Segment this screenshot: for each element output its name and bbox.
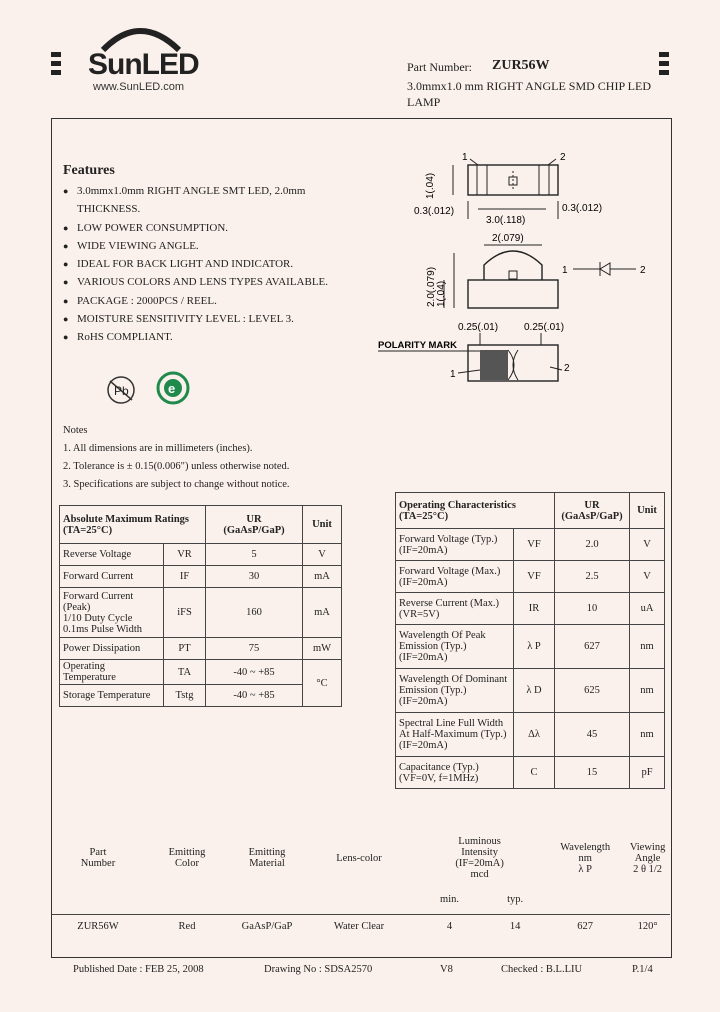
bottom-pin1: 1 bbox=[450, 369, 456, 380]
feature-item: ● 3.0mmx1.0mm RIGHT ANGLE SMT LED, 2.0mm THICKNESS. bbox=[63, 182, 363, 219]
table-row bbox=[60, 588, 342, 638]
table-row bbox=[396, 713, 665, 757]
value-cell: 627 bbox=[555, 625, 630, 669]
symbol-cell: VR bbox=[164, 544, 206, 566]
param-cell: Wavelength Of Peak Emission (Typ.) (IF=20mA) bbox=[396, 625, 514, 669]
symbol-cell: IR bbox=[514, 593, 555, 625]
param-cell: Wavelength Of Dominant Emission (Typ.) (IF=20mA) bbox=[396, 669, 514, 713]
op-header-title: Operating Characteristics (TA=25°C) bbox=[396, 493, 555, 529]
table-row bbox=[60, 638, 342, 660]
unit-cell: nm bbox=[630, 625, 665, 669]
brand-logo-text: SunLED bbox=[88, 48, 199, 81]
param-cell: Capacitance (Typ.) (VF=0V, f=1MHz) bbox=[396, 757, 514, 789]
package-drawing bbox=[370, 145, 670, 385]
feature-item: ● LOW POWER CONSUMPTION. bbox=[63, 219, 363, 237]
header-lens-color: Lens-color bbox=[336, 852, 382, 864]
param-cell: Reverse Voltage bbox=[60, 544, 164, 566]
row-material: GaAsP/GaP bbox=[241, 920, 293, 932]
value-cell: 5 bbox=[206, 544, 303, 566]
value-cell: -40 ~ +85 bbox=[206, 685, 303, 707]
feature-item: ● VARIOUS COLORS AND LENS TYPES AVAILABLE. bbox=[63, 273, 363, 291]
abs-header-unit: Unit bbox=[303, 506, 342, 544]
unit-cell: nm bbox=[630, 713, 665, 757]
row-lens: Water Clear bbox=[333, 920, 385, 932]
bottom-pin2: 2 bbox=[564, 363, 570, 374]
notes-title: Notes bbox=[63, 425, 88, 436]
op-header-unit: Unit bbox=[630, 493, 665, 529]
param-cell: Reverse Current (Max.) (VR=5V) bbox=[396, 593, 514, 625]
header-viewing-angle: Viewing Angle 2 θ 1/2 bbox=[629, 841, 666, 875]
symbol-cell: PT bbox=[164, 638, 206, 660]
abs-header-ur: UR (GaAsP/GaP) bbox=[206, 506, 303, 544]
symbol-cell: iFS bbox=[164, 588, 206, 638]
pin2-label: 2 bbox=[560, 152, 566, 163]
value-cell: 45 bbox=[555, 713, 630, 757]
dim-length: 3.0(.118) bbox=[486, 215, 526, 226]
part-number-value: ZUR56W bbox=[492, 58, 550, 73]
feature-item: ● MOISTURE SENSITIVITY LEVEL : LEVEL 3. bbox=[63, 310, 363, 328]
description-line-1: 3.0mmx1.0 mm RIGHT ANGLE SMD CHIP LED bbox=[407, 79, 652, 93]
param-cell: Spectral Line Full Width At Half-Maximum (Typ.) (IF=20mA) bbox=[396, 713, 514, 757]
header-typ: typ. bbox=[507, 894, 524, 906]
value-cell: 160 bbox=[206, 588, 303, 638]
published-date: Published Date : FEB 25, 2008 bbox=[73, 964, 204, 975]
symbol-cell: λ D bbox=[514, 669, 555, 713]
symbol-cell: Δλ bbox=[514, 713, 555, 757]
absolute-max-ratings-table bbox=[59, 505, 342, 707]
feature-item: ● WIDE VIEWING ANGLE. bbox=[63, 237, 363, 255]
table-row bbox=[396, 625, 665, 669]
polarity-mark-label: POLARITY MARK bbox=[378, 340, 457, 351]
header-emitting-color: Emitting Color bbox=[168, 847, 206, 869]
header-emitting-material: Emitting Material bbox=[248, 847, 286, 869]
diode-pin1: 1 bbox=[562, 265, 568, 276]
table-row bbox=[396, 593, 665, 625]
feature-item: ● PACKAGE : 2000PCS / REEL. bbox=[63, 292, 363, 310]
right-marker-bottom bbox=[659, 70, 669, 75]
description-line-2: LAMP bbox=[407, 95, 441, 109]
note-item: 2. Tolerance is ± 0.15(0.006") unless otherwise noted. bbox=[63, 461, 290, 472]
dim-right-pad: 0.3(.012) bbox=[562, 203, 603, 214]
operating-characteristics-table bbox=[395, 492, 665, 789]
unit-cell: nm bbox=[630, 669, 665, 713]
unit-cell: mA bbox=[303, 588, 342, 638]
symbol-cell: IF bbox=[164, 566, 206, 588]
features-title: Features bbox=[63, 163, 115, 178]
pin1-label: 1 bbox=[462, 152, 468, 163]
right-marker-mid bbox=[659, 61, 669, 66]
brand-url: www.SunLED.com bbox=[93, 81, 185, 93]
symbol-cell: C bbox=[514, 757, 555, 789]
value-cell: -40 ~ +85 bbox=[206, 660, 303, 685]
op-header-ur: UR (GaAsP/GaP) bbox=[555, 493, 630, 529]
param-cell: Storage Temperature bbox=[60, 685, 164, 707]
header-part: Part Number bbox=[80, 847, 116, 869]
checked-by: Checked : B.L.LIU bbox=[501, 964, 583, 975]
left-marker-bottom bbox=[51, 70, 61, 75]
param-cell: Operating Temperature bbox=[60, 660, 164, 685]
dim-left-pad: 0.3(.012) bbox=[414, 206, 455, 217]
symbol-cell: VF bbox=[514, 529, 555, 561]
value-cell: 625 bbox=[555, 669, 630, 713]
version: V8 bbox=[440, 964, 453, 975]
left-marker-top bbox=[51, 52, 61, 57]
table-row bbox=[60, 566, 342, 588]
table-row bbox=[396, 529, 665, 561]
rohs-text: e bbox=[168, 381, 176, 396]
dim-bottom-right: 0.25(.01) bbox=[524, 322, 565, 333]
unit-cell: °C bbox=[303, 660, 342, 707]
dim-height-side: 1(.04) bbox=[436, 280, 447, 307]
table-row bbox=[60, 544, 342, 566]
features-list bbox=[63, 182, 363, 347]
unit-cell: V bbox=[630, 561, 665, 593]
symbol-cell: TA bbox=[164, 660, 206, 685]
pb-free-icon bbox=[104, 373, 138, 407]
param-cell: Forward Current (Peak) 1/10 Duty Cycle 0.1ms Pulse Width bbox=[60, 588, 164, 638]
param-cell: Power Dissipation bbox=[60, 638, 164, 660]
header-luminous: Luminous Intensity (IF=20mA) mcd bbox=[455, 836, 504, 880]
rohs-compliant-icon bbox=[155, 370, 191, 406]
right-marker-top bbox=[659, 52, 669, 57]
part-number-label: Part Number: bbox=[407, 60, 472, 74]
row-typ: 14 bbox=[509, 920, 521, 932]
dim-total-height: 2.0(.079) bbox=[426, 266, 437, 307]
param-cell: Forward Current bbox=[60, 566, 164, 588]
feature-item: ● IDEAL FOR BACK LIGHT AND INDICATOR. bbox=[63, 255, 363, 273]
pb-text: Pb bbox=[114, 384, 129, 398]
header-min: min. bbox=[440, 894, 459, 906]
row-part: ZUR56W bbox=[77, 920, 119, 932]
abs-header-title: Absolute Maximum Ratings (TA=25°C) bbox=[60, 506, 206, 544]
part-selection-table bbox=[52, 830, 670, 934]
unit-cell: V bbox=[630, 529, 665, 561]
table-row bbox=[60, 660, 342, 685]
table-row bbox=[60, 685, 342, 707]
table-row bbox=[396, 561, 665, 593]
page-number: P.1/4 bbox=[632, 964, 653, 975]
row-viewing: 120° bbox=[637, 920, 658, 932]
value-cell: 2.5 bbox=[555, 561, 630, 593]
symbol-cell: Tstg bbox=[164, 685, 206, 707]
value-cell: 15 bbox=[555, 757, 630, 789]
table-row bbox=[52, 918, 670, 934]
value-cell: 10 bbox=[555, 593, 630, 625]
row-min: 4 bbox=[446, 920, 453, 932]
unit-cell: uA bbox=[630, 593, 665, 625]
row-color: Red bbox=[178, 920, 196, 932]
unit-cell: mW bbox=[303, 638, 342, 660]
param-cell: Forward Voltage (Typ.) (IF=20mA) bbox=[396, 529, 514, 561]
dim-height-top: 1(.04) bbox=[425, 172, 436, 199]
note-item: 3. Specifications are subject to change without notice. bbox=[63, 479, 290, 490]
value-cell: 75 bbox=[206, 638, 303, 660]
value-cell: 30 bbox=[206, 566, 303, 588]
param-cell: Forward Voltage (Max.) (IF=20mA) bbox=[396, 561, 514, 593]
table-row bbox=[396, 757, 665, 789]
unit-cell: V bbox=[303, 544, 342, 566]
unit-cell: pF bbox=[630, 757, 665, 789]
dim-bottom-left: 0.25(.01) bbox=[458, 322, 499, 333]
dim-dome-width: 2(.079) bbox=[492, 233, 524, 244]
feature-item: ● RoHS COMPLIANT. bbox=[63, 328, 363, 346]
table-row bbox=[396, 669, 665, 713]
unit-cell: mA bbox=[303, 566, 342, 588]
symbol-cell: VF bbox=[514, 561, 555, 593]
header-wavelength: Wavelength nm λ P bbox=[560, 841, 611, 875]
symbol-cell: λ P bbox=[514, 625, 555, 669]
note-item: 1. All dimensions are in millimeters (inches). bbox=[63, 443, 253, 454]
row-wavelength: 627 bbox=[577, 920, 594, 932]
left-marker-mid bbox=[51, 61, 61, 66]
diode-pin2: 2 bbox=[640, 265, 646, 276]
notes-block bbox=[63, 422, 290, 494]
drawing-number: Drawing No : SDSA2570 bbox=[264, 964, 373, 975]
value-cell: 2.0 bbox=[555, 529, 630, 561]
